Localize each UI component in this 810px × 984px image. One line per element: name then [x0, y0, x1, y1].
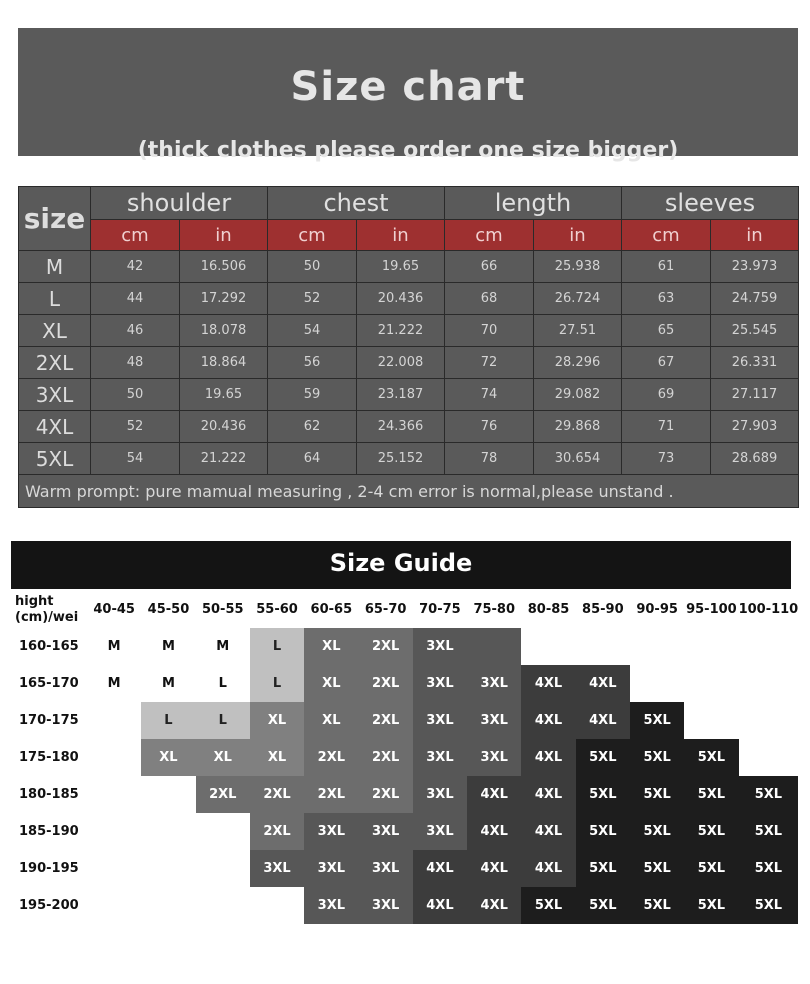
weight-range-header: 80-85 [527, 602, 570, 617]
size-label: 2XL [19, 347, 91, 379]
measurement-cell: 65 [622, 315, 711, 347]
weight-range-header: 75-80 [473, 602, 516, 617]
group-header-sleeves: sleeves [622, 187, 799, 220]
measurement-cell: 20.436 [180, 411, 268, 443]
size-column-header: size [19, 187, 91, 251]
size-recommendation-cell [576, 628, 630, 665]
size-recommendation-cell: 5XL [684, 887, 738, 924]
size-recommendation-cell: 5XL [576, 739, 630, 776]
measurement-cell: 71 [622, 411, 711, 443]
measurement-cell: 21.222 [357, 315, 445, 347]
group-header-chest: chest [268, 187, 445, 220]
size-recommendation-cell: 4XL [467, 813, 521, 850]
weight-range-header: 40-45 [93, 602, 135, 617]
size-recommendation-cell: 3XL [413, 739, 467, 776]
measurement-cell: 19.65 [357, 251, 445, 283]
measurement-cell: 56 [268, 347, 357, 379]
measurement-cell: 46 [91, 315, 180, 347]
size-recommendation-cell: 2XL [358, 702, 412, 739]
measurement-cell: 28.296 [534, 347, 622, 379]
size-label: 3XL [19, 379, 91, 411]
measurement-cell: 42 [91, 251, 180, 283]
measurement-cell: 54 [268, 315, 357, 347]
measurement-cell: 48 [91, 347, 180, 379]
size-recommendation-cell: 3XL [358, 887, 412, 924]
measurement-cell: 63 [622, 283, 711, 315]
size-recommendation-cell [739, 665, 799, 702]
size-recommendation-cell [630, 665, 684, 702]
size-recommendation-cell: XL [304, 628, 358, 665]
measurement-cell: 68 [445, 283, 534, 315]
weight-range-header: 45-50 [147, 602, 190, 617]
size-recommendation-cell: 4XL [521, 850, 575, 887]
size-recommendation-cell: XL [304, 665, 358, 702]
measurement-cell: 26.331 [711, 347, 799, 379]
size-recommendation-cell: 4XL [521, 702, 575, 739]
size-recommendation-cell: 2XL [250, 776, 304, 813]
height-row [11, 887, 798, 924]
size-guide-header-bar [11, 541, 791, 589]
size-recommendation-cell: 3XL [250, 850, 304, 887]
group-header-shoulder: shoulder [91, 187, 268, 220]
size-recommendation-cell: 3XL [358, 813, 412, 850]
unit-header: in [357, 220, 445, 251]
size-recommendation-cell: M [196, 628, 250, 665]
group-header-length: length [445, 187, 622, 220]
size-recommendation-cell: 5XL [739, 813, 799, 850]
size-recommendation-cell [196, 850, 250, 887]
size-row [19, 379, 799, 411]
measurement-cell: 59 [268, 379, 357, 411]
weight-header-row [11, 591, 798, 628]
size-recommendation-cell [87, 702, 141, 739]
measuring-note: Warm prompt: pure mamual measuring , 2-4 cm error is normal,please unstand . [19, 475, 799, 508]
measurement-cell: 50 [91, 379, 180, 411]
measurement-cell: 25.545 [711, 315, 799, 347]
size-recommendation-cell: 5XL [630, 887, 684, 924]
size-recommendation-cell: 4XL [521, 665, 575, 702]
size-chart-banner [18, 28, 798, 163]
measurement-cell: 44 [91, 283, 180, 315]
size-recommendation-cell: M [141, 628, 195, 665]
height-range-label: 170-175 [19, 713, 79, 728]
size-recommendation-cell [739, 739, 799, 776]
size-chart-table [18, 186, 799, 508]
size-recommendation-cell: 5XL [576, 887, 630, 924]
size-recommendation-cell: 2XL [358, 776, 412, 813]
unit-header: in [180, 220, 268, 251]
measurement-cell: 27.51 [534, 315, 622, 347]
size-recommendation-cell: 3XL [467, 665, 521, 702]
measurement-cell: 22.008 [357, 347, 445, 379]
size-row [19, 251, 799, 283]
size-recommendation-cell: XL [250, 702, 304, 739]
height-row [11, 776, 798, 813]
measurement-cell: 69 [622, 379, 711, 411]
weight-range-header: 85-90 [582, 602, 624, 617]
measurement-cell: 24.759 [711, 283, 799, 315]
size-recommendation-cell [684, 665, 738, 702]
size-recommendation-cell [684, 702, 738, 739]
measurement-cell: 70 [445, 315, 534, 347]
note-row [19, 475, 799, 508]
size-recommendation-cell: L [196, 665, 250, 702]
measurement-cell: 29.082 [534, 379, 622, 411]
measurement-cell: 18.078 [180, 315, 268, 347]
measurement-cell: 30.654 [534, 443, 622, 475]
size-recommendation-cell: 3XL [467, 702, 521, 739]
size-guide-grid [11, 591, 798, 924]
measurement-cell: 28.689 [711, 443, 799, 475]
measurement-cell: 52 [91, 411, 180, 443]
height-row [11, 850, 798, 887]
size-recommendation-cell: 5XL [684, 850, 738, 887]
size-label: M [19, 251, 91, 283]
size-recommendation-cell: L [250, 665, 304, 702]
size-recommendation-cell: XL [250, 739, 304, 776]
size-row [19, 443, 799, 475]
measurement-cell: 73 [622, 443, 711, 475]
size-recommendation-cell: 2XL [358, 628, 412, 665]
size-recommendation-cell: 5XL [684, 739, 738, 776]
measurement-cell: 23.187 [357, 379, 445, 411]
height-range-label: 190-195 [19, 861, 79, 876]
size-recommendation-cell: L [196, 702, 250, 739]
weight-range-header: 95-100 [686, 602, 737, 617]
measurement-cell: 16.506 [180, 251, 268, 283]
height-range-label: 195-200 [19, 898, 79, 913]
size-recommendation-cell [141, 887, 195, 924]
weight-range-header: 50-55 [201, 602, 244, 617]
unit-header: cm [268, 220, 357, 251]
size-chart-title: Size chart [290, 64, 526, 110]
height-range-label: 165-170 [19, 676, 79, 691]
weight-range-header: 70-75 [419, 602, 461, 617]
measurement-cell: 76 [445, 411, 534, 443]
size-recommendation-cell [196, 887, 250, 924]
measurement-cell: 27.117 [711, 379, 799, 411]
height-row [11, 665, 798, 702]
size-label: 4XL [19, 411, 91, 443]
measurement-cell: 20.436 [357, 283, 445, 315]
size-recommendation-cell: 3XL [413, 628, 467, 665]
measurement-cell: 67 [622, 347, 711, 379]
size-recommendation-cell: M [87, 665, 141, 702]
measurement-cell: 25.152 [357, 443, 445, 475]
size-recommendation-cell [87, 850, 141, 887]
size-recommendation-cell [250, 887, 304, 924]
size-recommendation-cell: 4XL [413, 887, 467, 924]
size-recommendation-cell: 2XL [304, 776, 358, 813]
size-recommendation-cell: 5XL [739, 850, 799, 887]
weight-range-header: 55-60 [256, 602, 298, 617]
measurement-cell: 26.724 [534, 283, 622, 315]
size-recommendation-cell: 3XL [413, 665, 467, 702]
size-recommendation-cell: 5XL [521, 887, 575, 924]
size-recommendation-cell: L [250, 628, 304, 665]
size-label: XL [19, 315, 91, 347]
measurement-cell: 50 [268, 251, 357, 283]
size-recommendation-cell: XL [141, 739, 195, 776]
unit-header: cm [445, 220, 534, 251]
measurement-cell: 29.868 [534, 411, 622, 443]
measurement-cell: 62 [268, 411, 357, 443]
measurement-cell: 61 [622, 251, 711, 283]
size-recommendation-cell [739, 628, 799, 665]
size-recommendation-cell: 4XL [413, 850, 467, 887]
size-recommendation-cell [521, 628, 575, 665]
size-recommendation-cell [467, 628, 521, 665]
size-recommendation-cell: 4XL [467, 850, 521, 887]
size-label: L [19, 283, 91, 315]
height-range-label: 175-180 [19, 750, 79, 765]
size-recommendation-cell [196, 813, 250, 850]
size-recommendation-cell [87, 813, 141, 850]
size-recommendation-cell: 5XL [576, 850, 630, 887]
size-recommendation-cell: 3XL [413, 702, 467, 739]
size-recommendation-cell [141, 813, 195, 850]
unit-header: cm [91, 220, 180, 251]
height-row [11, 628, 798, 665]
size-recommendation-cell: L [141, 702, 195, 739]
height-row [11, 739, 798, 776]
size-recommendation-cell: 5XL [630, 739, 684, 776]
size-recommendation-cell [87, 776, 141, 813]
measurement-cell: 74 [445, 379, 534, 411]
measurement-cell: 27.903 [711, 411, 799, 443]
corner-label-weight: (cm)/wei [15, 609, 79, 625]
size-recommendation-cell: 4XL [467, 776, 521, 813]
size-recommendation-cell: 2XL [304, 739, 358, 776]
size-row [19, 315, 799, 347]
measurement-cell: 66 [445, 251, 534, 283]
measurement-cell: 21.222 [180, 443, 268, 475]
size-recommendation-cell: 4XL [576, 665, 630, 702]
size-recommendation-cell: 5XL [576, 813, 630, 850]
size-recommendation-cell: 2XL [358, 739, 412, 776]
size-recommendation-cell: 4XL [521, 813, 575, 850]
size-recommendation-cell: 3XL [304, 813, 358, 850]
size-recommendation-cell: M [87, 628, 141, 665]
size-recommendation-cell: 5XL [739, 776, 799, 813]
height-range-label: 185-190 [19, 824, 79, 839]
height-row [11, 813, 798, 850]
size-recommendation-cell: 4XL [576, 702, 630, 739]
size-recommendation-cell: M [141, 665, 195, 702]
unit-header: cm [622, 220, 711, 251]
weight-range-header: 100-110 [738, 602, 799, 617]
size-recommendation-cell [87, 739, 141, 776]
measurement-cell: 72 [445, 347, 534, 379]
measurement-cell: 78 [445, 443, 534, 475]
size-recommendation-cell: 3XL [413, 813, 467, 850]
size-recommendation-cell: 4XL [521, 739, 575, 776]
unit-header: in [534, 220, 622, 251]
height-weight-corner [11, 591, 87, 628]
size-recommendation-cell: 5XL [684, 776, 738, 813]
size-recommendation-cell: 2XL [250, 813, 304, 850]
size-recommendation-cell: 2XL [358, 665, 412, 702]
size-row [19, 347, 799, 379]
corner-label-height: hight [15, 593, 54, 609]
size-recommendation-cell: 3XL [358, 850, 412, 887]
size-recommendation-cell: 5XL [576, 776, 630, 813]
unit-header-row [19, 220, 799, 251]
size-recommendation-cell: 3XL [304, 887, 358, 924]
height-range-label: 180-185 [19, 787, 79, 802]
measurement-cell: 54 [91, 443, 180, 475]
size-recommendation-cell: 5XL [684, 813, 738, 850]
size-recommendation-cell: 3XL [413, 776, 467, 813]
size-recommendation-cell: 3XL [304, 850, 358, 887]
size-recommendation-cell [141, 776, 195, 813]
size-recommendation-cell [141, 850, 195, 887]
size-recommendation-cell [684, 628, 738, 665]
size-recommendation-cell [87, 887, 141, 924]
measurement-cell: 18.864 [180, 347, 268, 379]
measurement-cell: 23.973 [711, 251, 799, 283]
size-recommendation-cell: XL [196, 739, 250, 776]
size-recommendation-cell: 5XL [630, 813, 684, 850]
size-recommendation-cell: 5XL [630, 776, 684, 813]
size-recommendation-cell [630, 628, 684, 665]
weight-range-header: 60-65 [310, 602, 353, 617]
height-row [11, 702, 798, 739]
size-guide-title: Size Guide [329, 549, 473, 577]
size-recommendation-cell: 5XL [739, 887, 799, 924]
measurement-cell: 19.65 [180, 379, 268, 411]
measurement-cell: 52 [268, 283, 357, 315]
unit-header: in [711, 220, 799, 251]
measurement-cell: 24.366 [357, 411, 445, 443]
weight-range-header: 90-95 [636, 602, 678, 617]
size-row [19, 283, 799, 315]
measurement-cell: 25.938 [534, 251, 622, 283]
size-recommendation-cell: 2XL [196, 776, 250, 813]
measurement-cell: 64 [268, 443, 357, 475]
size-chart-subtitle: (thick clothes please order one size bigger) [137, 138, 679, 163]
weight-range-header: 65-70 [364, 602, 407, 617]
size-recommendation-cell [739, 702, 799, 739]
height-range-label: 160-165 [19, 639, 79, 654]
size-recommendation-cell: 4XL [467, 887, 521, 924]
size-recommendation-cell: XL [304, 702, 358, 739]
size-recommendation-cell: 3XL [467, 739, 521, 776]
size-label: 5XL [19, 443, 91, 475]
size-row [19, 411, 799, 443]
size-recommendation-cell: 5XL [630, 702, 684, 739]
size-recommendation-cell: 4XL [521, 776, 575, 813]
measurement-cell: 17.292 [180, 283, 268, 315]
size-recommendation-cell: 5XL [630, 850, 684, 887]
